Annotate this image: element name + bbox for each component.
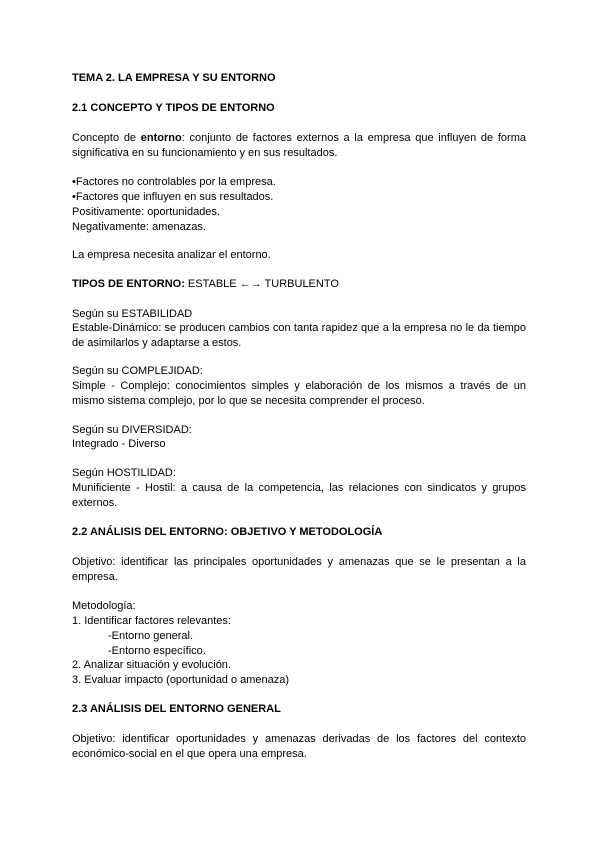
concepto-definition: : conjunto de factores externos a la empresa que influyen de forma	[181, 132, 526, 144]
complejidad-line-1: Simple - Complejo: conocimientos simples y elaboración de los mismos a través de un	[72, 380, 526, 392]
objetivo-2-3-line-1: Objetivo: identificar oportunidades y amenazas derivadas de los factores del contexto	[72, 733, 526, 745]
estabilidad-line-2: de asimilarlos y adaptarse a estos.	[72, 337, 242, 349]
concepto-term: entorno	[140, 132, 182, 144]
concepto-line-2: significativa en su funcionamiento y en sus resultados.	[72, 147, 338, 159]
hostilidad-line-2: externos.	[72, 497, 118, 509]
complejidad-line-2: mismo sistema complejo, por lo que se necesita comprender el proceso.	[72, 395, 425, 407]
bullet-influyen: •Factores que influyen en sus resultados.	[72, 191, 274, 203]
bullet-no-controlables: •Factores no controlables por la empresa.	[72, 176, 276, 188]
tipos-text: ESTABLE ←→ TURBULENTO	[184, 278, 339, 290]
section-heading-2-2: 2.2 ANÁLISIS DEL ENTORNO: OBJETIVO Y METODOLOGÍA	[72, 526, 383, 538]
concepto-line-1	[72, 131, 526, 145]
objetivo-2-2-line-1: Objetivo: identificar las principales oportunidades y amenazas que se le presentan a la	[72, 556, 526, 568]
hostilidad-line-1: Munificiente - Hostil: a causa de la competencia, las relaciones con sindicatos y grupos	[72, 482, 526, 494]
positivamente-line: Positivamente: oportunidades.	[72, 206, 220, 218]
metodologia-step-2: 2. Analizar situación y evolución.	[72, 659, 231, 671]
diversidad-heading: Según su DIVERSIDAD:	[72, 424, 192, 436]
objetivo-2-3-line-2: económico-social en el que opera una empresa.	[72, 748, 307, 760]
metodologia-sub-especifico: -Entorno específico.	[108, 645, 206, 657]
metodologia-heading: Metodología:	[72, 600, 136, 612]
hostilidad-heading: Según HOSTILIDAD:	[72, 467, 176, 479]
estabilidad-heading: Según su ESTABILIDAD	[72, 308, 193, 320]
negativamente-line: Negativamente: amenazas.	[72, 221, 206, 233]
section-heading-2-3: 2.3 ANÁLISIS DEL ENTORNO GENERAL	[72, 703, 281, 715]
tipos-line	[72, 277, 339, 291]
objetivo-2-2-line-2: empresa.	[72, 571, 118, 583]
section-heading-2-1: 2.1 CONCEPTO Y TIPOS DE ENTORNO	[72, 102, 275, 114]
metodologia-step-3: 3. Evaluar impacto (oportunidad o amenaza)	[72, 674, 290, 686]
necesita-line: La empresa necesita analizar el entorno.	[72, 249, 271, 261]
diversidad-line-1: Integrado - Diverso	[72, 438, 166, 450]
complejidad-heading: Según su COMPLEJIDAD:	[72, 365, 203, 377]
document-title: TEMA 2. LA EMPRESA Y SU ENTORNO	[72, 72, 276, 84]
concepto-prefix: Concepto de	[72, 132, 141, 144]
tipos-label: TIPOS DE ENTORNO:	[72, 278, 185, 290]
metodologia-step-1: 1. Identificar factores relevantes:	[72, 615, 231, 627]
estabilidad-line-1: Estable-Dinámico: se producen cambios con tanta rapidez que a la empresa no le da tiempo	[72, 322, 526, 334]
metodologia-sub-general: -Entorno general.	[108, 630, 193, 642]
